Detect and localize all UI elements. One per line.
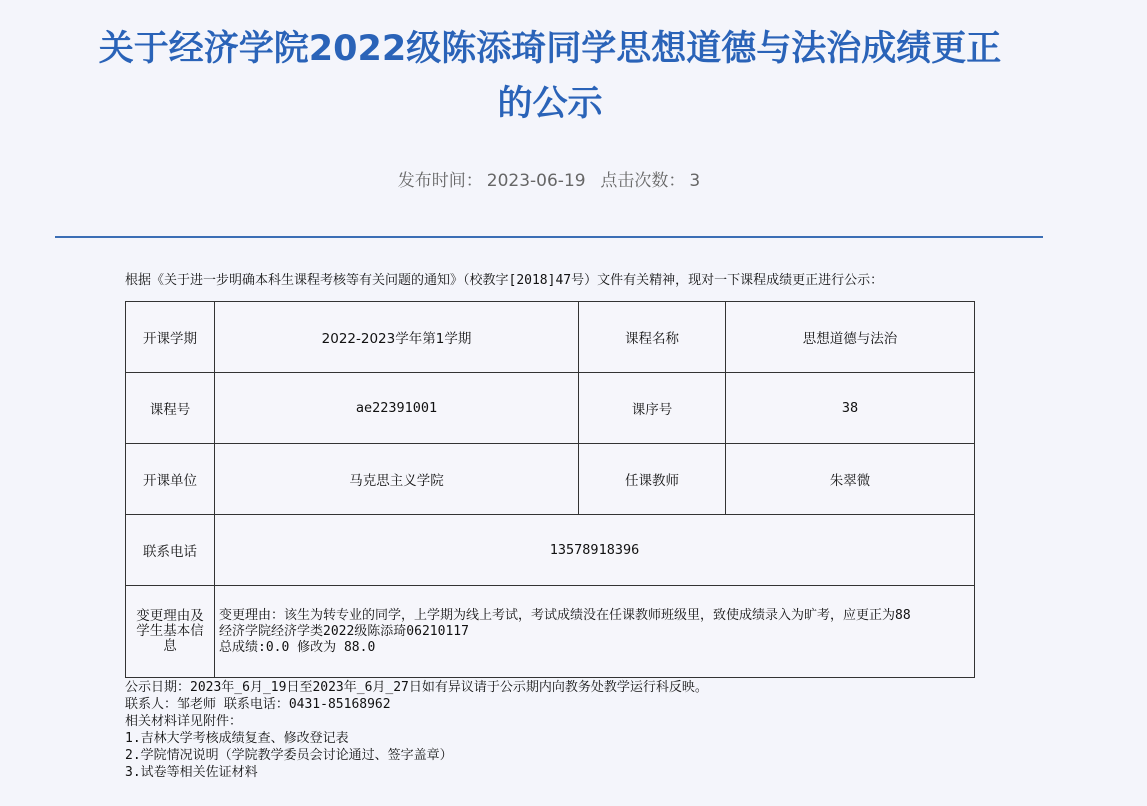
title-line-1: 关于经济学院2022级陈添琦同学思想道德与法治成绩更正 <box>98 29 1002 69</box>
footer-notes <box>125 679 975 781</box>
course-name-label: 课程名称 <box>579 302 726 373</box>
dept-label: 开课单位 <box>126 444 215 515</box>
attachment-item: 3.试卷等相关佐证材料 <box>125 765 258 780</box>
reason-value <box>215 586 975 678</box>
reason-line-2: 经济学院经济学类2022级陈添琦06210117 <box>219 623 469 639</box>
publish-date: 2023-06-19 <box>486 171 586 191</box>
clicks-label: 点击次数： <box>600 171 686 191</box>
clicks-count: 3 <box>689 171 701 191</box>
reason-line-3: 总成绩:0.0 修改为 88.0 <box>219 639 376 655</box>
article-body <box>125 272 975 781</box>
semester-value: 2022-2023学年第1学期 <box>215 302 579 373</box>
course-no-label: 课程号 <box>126 373 215 444</box>
table-row <box>126 586 975 678</box>
teacher-label: 任课教师 <box>579 444 726 515</box>
attachments-label: 相关材料详见附件： <box>125 714 243 729</box>
table-row <box>126 515 975 586</box>
title-line-2: 的公示 <box>497 84 603 124</box>
attachment-item: 2.学院情况说明（学院教学委员会讨论通过、签字盖章） <box>125 748 453 763</box>
article-meta <box>0 166 1098 191</box>
section-label: 课序号 <box>579 373 726 444</box>
page-title <box>40 22 1060 132</box>
reason-label: 变更理由及学生基本信息 <box>126 586 215 678</box>
table-row <box>126 302 975 373</box>
divider <box>55 236 1043 238</box>
course-no-value: ae22391001 <box>215 373 579 444</box>
notice-text: 公示日期：2023年_6月_19日至2023年_6月_27日如有异议请于公示期内向教务处教学运行科反映。 <box>125 680 708 695</box>
intro-paragraph: 根据《关于进一步明确本科生课程考核等有关问题的通知》（校教字[2018]47号）文件有关精神，现对一下课程成绩更正进行公示： <box>125 273 884 288</box>
course-name-value: 思想道德与法治 <box>726 302 975 373</box>
grade-correction-table <box>125 301 975 678</box>
table-row <box>126 373 975 444</box>
dept-value: 马克思主义学院 <box>215 444 579 515</box>
attachment-item: 1.吉林大学考核成绩复查、修改登记表 <box>125 731 349 746</box>
section-value: 38 <box>726 373 975 444</box>
phone-label: 联系电话 <box>126 515 215 586</box>
publish-label: 发布时间： <box>397 171 483 191</box>
teacher-value: 朱翠微 <box>726 444 975 515</box>
phone-value: 13578918396 <box>215 515 975 586</box>
reason-line-1: 变更理由：该生为转专业的同学，上学期为线上考试，考试成绩没在任课教师班级里，致使成绩录入为旷考，应更正为88 <box>219 607 911 623</box>
contact-text: 联系人：邹老师 联系电话：0431-85168962 <box>125 697 391 712</box>
semester-label: 开课学期 <box>126 302 215 373</box>
table-row <box>126 444 975 515</box>
